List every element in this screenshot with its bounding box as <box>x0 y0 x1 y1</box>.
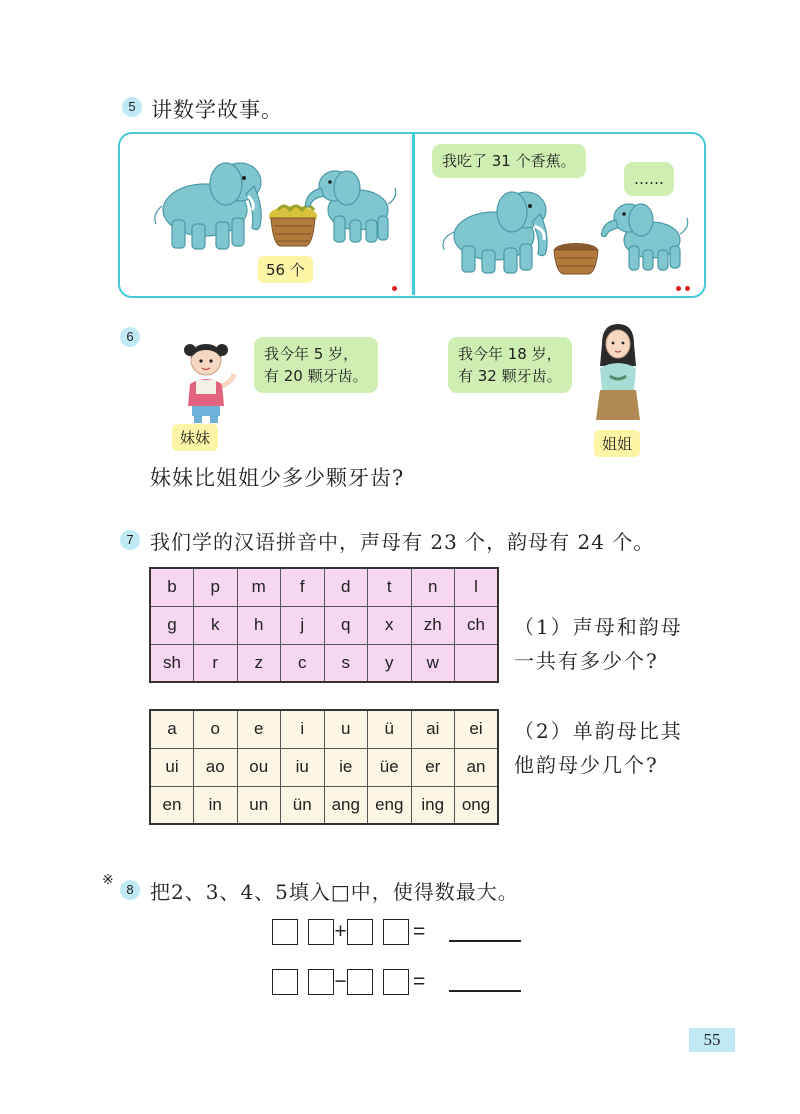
table-cell: m <box>237 568 281 606</box>
elephants-empty-basket-illustration <box>426 186 700 284</box>
speech-bubble-older-sister <box>448 337 572 393</box>
label-little-sister: 妹妹 <box>172 424 218 451</box>
table-cell: d <box>324 568 368 606</box>
question-number-7: 7 <box>120 530 140 550</box>
story-panel <box>118 132 706 298</box>
one-dot-marker <box>392 286 397 291</box>
table-cell: un <box>237 786 281 824</box>
optional-mark: ※ <box>102 872 114 888</box>
answer-box[interactable] <box>272 969 298 995</box>
table-row <box>150 748 498 786</box>
table-cell: z <box>237 644 281 682</box>
older-sister-bubble-line-1: 我今年 18 岁， <box>458 345 562 363</box>
finals-table <box>149 709 499 825</box>
speech-bubble-big-elephant: 我吃了 31 个香蕉。 <box>432 144 586 178</box>
table-cell: a <box>150 710 194 748</box>
table-cell: eng <box>368 786 412 824</box>
question-number-8: 8 <box>120 880 140 900</box>
table-cell: t <box>368 568 412 606</box>
addition-equation <box>272 918 521 946</box>
older-sister-bubble-line-2: 有 32 颗牙齿。 <box>458 367 562 385</box>
question-5-prompt: 讲数学故事。 <box>151 98 283 122</box>
table-cell: iu <box>281 748 325 786</box>
sub-question-1-line-1: （1）声母和韵母 <box>514 615 683 639</box>
table-cell: s <box>324 644 368 682</box>
table-cell: ün <box>281 786 325 824</box>
older-sister-illustration <box>588 320 648 424</box>
page-number: 55 <box>689 1028 735 1052</box>
table-cell: w <box>411 644 455 682</box>
table-cell: ou <box>237 748 281 786</box>
table-cell: k <box>194 606 238 644</box>
table-cell: l <box>455 568 499 606</box>
answer-box[interactable] <box>383 919 409 945</box>
table-cell: n <box>411 568 455 606</box>
answer-blank[interactable] <box>449 990 521 992</box>
question-7-prompt: 我们学的汉语拼音中，声母有 23 个，韵母有 24 个。 <box>150 530 655 554</box>
question-number-6: 6 <box>120 327 140 347</box>
answer-box[interactable] <box>308 919 334 945</box>
table-cell: er <box>411 748 455 786</box>
table-cell: en <box>150 786 194 824</box>
table-cell: ong <box>455 786 499 824</box>
table-cell: üe <box>368 748 412 786</box>
table-cell: ü <box>368 710 412 748</box>
answer-blank[interactable] <box>449 940 521 942</box>
table-cell: ao <box>194 748 238 786</box>
answer-box[interactable] <box>383 969 409 995</box>
table-cell: ai <box>411 710 455 748</box>
speech-bubble-little-sister <box>254 337 378 393</box>
sub-question-2 <box>514 714 683 782</box>
table-cell: b <box>150 568 194 606</box>
table-cell: j <box>281 606 325 644</box>
table-cell: zh <box>411 606 455 644</box>
story-divider <box>412 134 415 295</box>
elephants-with-bananas-illustration <box>140 148 410 258</box>
subtraction-equation <box>272 968 521 996</box>
sub-question-2-line-1: （2）单韵母比其 <box>514 719 683 743</box>
table-cell: q <box>324 606 368 644</box>
table-cell: ing <box>411 786 455 824</box>
table-cell: e <box>237 710 281 748</box>
question-8-prompt: 把2、3、4、5填入□中，使得数最大。 <box>150 880 519 904</box>
table-row <box>150 606 498 644</box>
sister-bubble-line-1: 我今年 5 岁， <box>264 345 359 363</box>
table-cell: x <box>368 606 412 644</box>
sub-question-1 <box>514 610 683 678</box>
question-number-5: 5 <box>122 97 142 117</box>
table-cell: ei <box>455 710 499 748</box>
two-dot-marker-2 <box>685 286 690 291</box>
table-row <box>150 644 498 682</box>
table-cell: o <box>194 710 238 748</box>
plus-sign: + <box>334 920 347 943</box>
table-cell: p <box>194 568 238 606</box>
equals-sign: = <box>413 920 426 943</box>
question-6-text: 妹妹比姐姐少多少颗牙齿? <box>150 466 405 490</box>
table-cell: y <box>368 644 412 682</box>
table-cell: sh <box>150 644 194 682</box>
table-cell: g <box>150 606 194 644</box>
label-older-sister: 姐姐 <box>594 430 640 457</box>
table-cell: c <box>281 644 325 682</box>
table-cell: ie <box>324 748 368 786</box>
table-cell: ch <box>455 606 499 644</box>
table-cell: an <box>455 748 499 786</box>
table-cell: ang <box>324 786 368 824</box>
banana-count-label: 56 个 <box>258 256 313 283</box>
answer-box[interactable] <box>347 919 373 945</box>
table-cell: r <box>194 644 238 682</box>
speech-bubble-small-elephant: …… <box>624 162 674 196</box>
two-dot-marker-1 <box>676 286 681 291</box>
answer-box[interactable] <box>272 919 298 945</box>
table-cell: f <box>281 568 325 606</box>
table-row <box>150 710 498 748</box>
table-row <box>150 568 498 606</box>
little-sister-illustration <box>176 340 238 424</box>
table-cell: h <box>237 606 281 644</box>
answer-box[interactable] <box>308 969 334 995</box>
table-row <box>150 786 498 824</box>
table-cell: ui <box>150 748 194 786</box>
equals-sign: = <box>413 970 426 993</box>
answer-box[interactable] <box>347 969 373 995</box>
table-cell: in <box>194 786 238 824</box>
sister-bubble-line-2: 有 20 颗牙齿。 <box>264 367 368 385</box>
sub-question-2-line-2: 他韵母少几个? <box>514 753 659 777</box>
initials-table <box>149 567 499 683</box>
table-cell <box>455 644 499 682</box>
table-cell: u <box>324 710 368 748</box>
sub-question-1-line-2: 一共有多少个? <box>514 649 659 673</box>
minus-sign: − <box>334 970 347 993</box>
table-cell: i <box>281 710 325 748</box>
